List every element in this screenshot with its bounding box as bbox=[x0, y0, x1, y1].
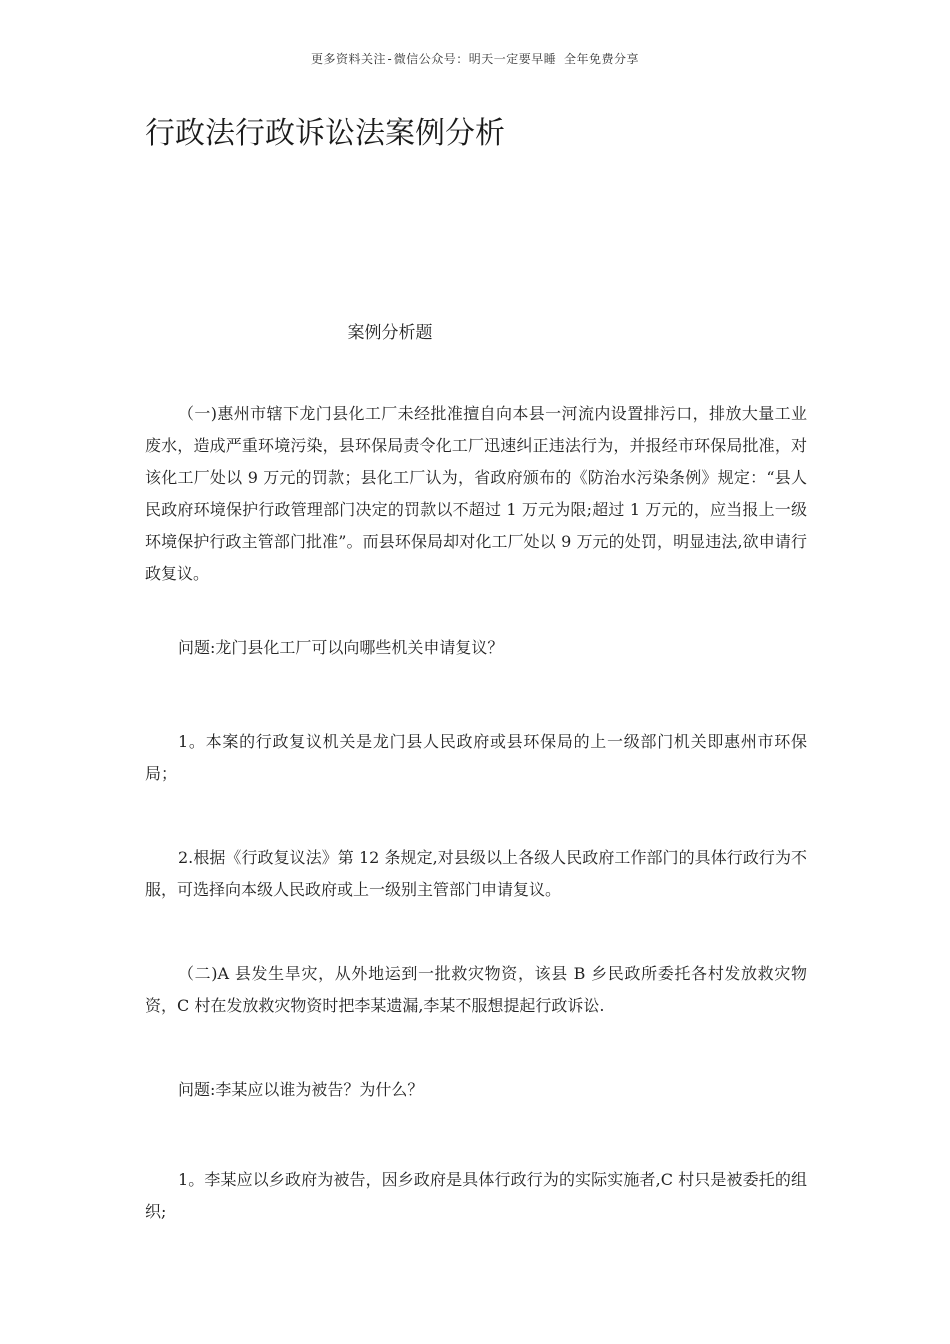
document-title: 行政法行政诉讼法案例分析 bbox=[145, 116, 505, 151]
header-watermark-note: 更多资料关注-微信公众号：明天一定要早睡 全年免费分享 bbox=[311, 52, 639, 66]
case-one-description: （一)惠州市辖下龙门县化工厂未经批准擅自向本县一河流内设置排污口，排放大量工业废水，造成严重环境污染，县环保局责令化工厂迅速纠正违法行为，并报经市环保局批准，对该化工厂处以 9 万元的罚款；县化工厂认为，省政府颁布的《防治水污染条例》规定：“县人民政府环境保护行政管理部门决定的罚款以不超过 1 万元为限;超过 1 万元的，应当报上一级环境保护行政主管部门批准”。而县环保局却对化工厂处以 9 万元的处罚，明显违法,欲申请行政复议。 bbox=[145, 404, 807, 583]
case-one-answer-1: 1。本案的行政复议机关是龙门县人民政府或县环保局的上一级部门机关即惠州市环保局； bbox=[145, 732, 807, 783]
case-two-description: （二)A 县发生旱灾，从外地运到一批救灾物资，该县 B 乡民政所委托各村发放救灾物资，C 村在发放救灾物资时把李某遗漏,李某不服想提起行政诉讼. bbox=[145, 964, 807, 1015]
case-two-answer-1: 1。李某应以乡政府为被告，因乡政府是具体行政行为的实际实施者,C 村只是被委托的组织; bbox=[145, 1170, 807, 1221]
case-two-question: 问题:李某应以谁为被告？为什么？ bbox=[178, 1080, 424, 1099]
section-heading: 案例分析题 bbox=[347, 323, 433, 343]
case-one-question: 问题:龙门县化工厂可以向哪些机关申请复议？ bbox=[178, 638, 504, 657]
case-one-answer-2: 2.根据《行政复议法》第 12 条规定,对县级以上各级人民政府工作部门的具体行政行为不服，可选择向本级人民政府或上一级别主管部门申请复议。 bbox=[145, 848, 807, 899]
